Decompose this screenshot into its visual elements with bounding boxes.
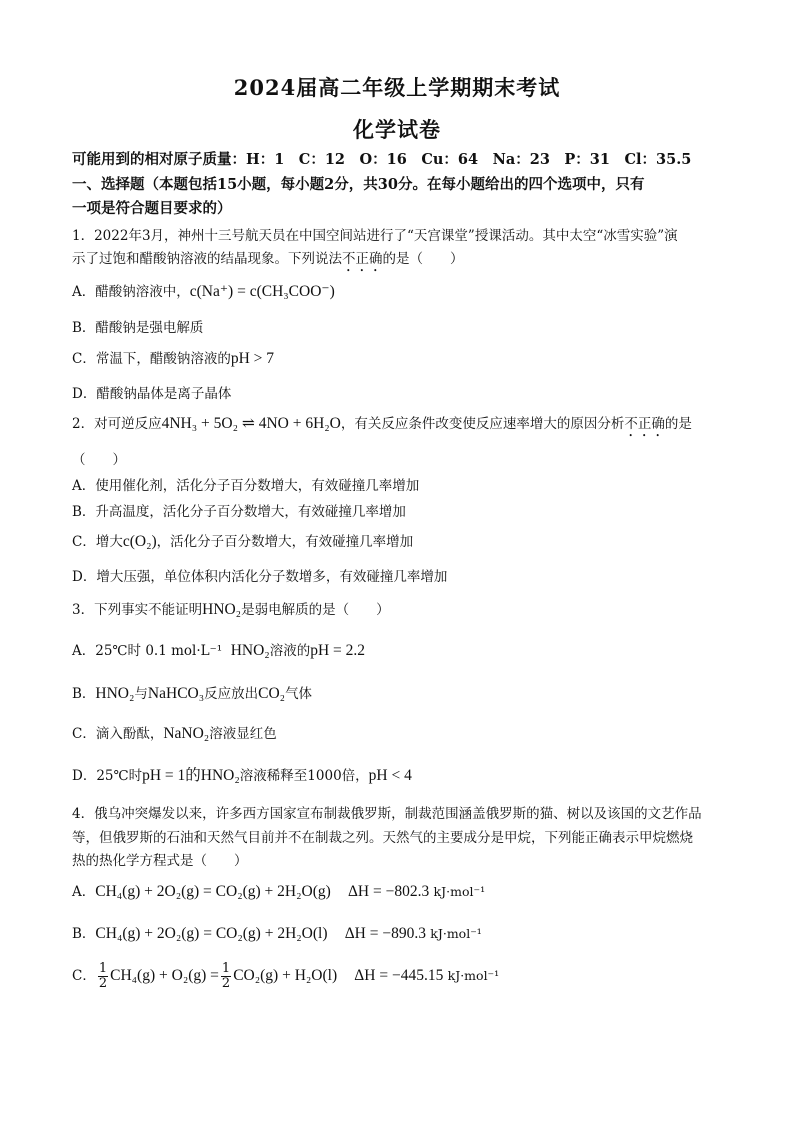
q2-emphasis: 不正确 [624,416,665,432]
q2-c-formula: c(O₂) [122,533,157,550]
q1-option-b: B．醋酸钠是强电解质 [72,320,204,336]
q4-c-den1: 2 [98,976,108,991]
q3-pre: 3．下列事实不能证明 [72,602,203,618]
q2-option-c [72,530,732,551]
q3-a-formula2: pH = 2.2 [310,642,366,659]
q3-post: 是弱电解质的是（ ） [241,602,390,618]
exam-title: 2024届高二年级上学期期末考试 [233,75,561,100]
q4-c-equation1: CH₄(g) + O₂(g) = [110,967,219,984]
q1-stem-post: 的是（ ） [382,251,464,267]
q3-b-t2: 反应放出 [204,686,259,702]
q4-stem-line3: 热的热化学方程式是（ ） [72,853,248,869]
q3-d-f2: 的HNO₂ [185,767,240,784]
q2-option-b: B．升高温度，活化分子百分数增大，有效碰撞几率增加 [72,504,406,520]
q1-a-label: A．醋酸钠溶液中， [72,284,190,300]
q2-stem-line1 [72,412,732,440]
q1-option-a [72,280,732,301]
q4-c-num2: 1 [221,961,231,976]
q2-c-text: ，活化分子百分数增大，有效碰撞几率增加 [156,534,414,550]
q3-d-f1: pH = 1 [142,767,186,784]
q4-c-fraction1 [98,962,108,991]
q3-option-a [72,639,732,660]
atomic-masses: 可能用到的相对原子质量：H：1 C：12 O：16 Cu：64 Na：23 P：31 Cl：35.5 [72,151,692,168]
q1-stem-line2 [72,247,732,275]
q3-stem [72,598,732,619]
q2-option-d: D．增大压强，单位体积内活化分子数增多，有效碰撞几率增加 [72,569,448,585]
q3-a-text: 溶液的 [269,643,311,659]
q4-c-den2: 2 [221,976,231,991]
q2-end: 的是 [664,416,692,432]
q2-pre: 2．对可逆反应 [72,416,162,432]
q2-equation: 4NH₃ + 5O₂ ⇌ 4NO + 6H₂O [161,415,341,432]
q3-b-label: B． [72,686,96,702]
q3-a-formula1: HNO₂ [230,642,270,659]
q3-c-text: 溶液显红色 [209,726,277,742]
q1-c-label: C．常温下，醋酸钠溶液的 [72,351,231,367]
q2-post: ，有关反应条件改变使反应速率增大的原因分析 [340,416,625,432]
q4-a-equation: CH₄(g) + 2O₂(g) = CO₂(g) + 2H₂O(g) [95,883,331,900]
q3-option-c [72,722,732,743]
q3-c-label: C．滴入酚酞， [72,726,164,742]
q4-a-unit: kJ·mol⁻¹ [433,884,486,899]
q3-d-f3: pH < 4 [368,767,412,784]
q4-c-num1: 1 [98,961,108,976]
q3-b-f1: HNO₂ [95,685,135,702]
q3-b-f2: NaHCO₃ [147,685,205,702]
q4-a-dh: ΔH = −802.3 [347,883,430,900]
q2-c-label: C．增大 [72,534,123,550]
q1-c-formula: pH > 7 [230,350,275,367]
q1-stem-pre: 示了过饱和醋酸钠溶液的结晶现象。下列说法 [72,251,342,267]
q1-emphasis: 不正确 [342,251,383,267]
q4-c-fraction2 [221,962,231,991]
q4-b-equation: CH₄(g) + 2O₂(g) = CO₂(g) + 2H₂O(l) [95,925,328,942]
q3-d-label: D．25℃时 [72,768,143,784]
q3-d-text: 溶液稀释至1000倍， [239,768,369,784]
q4-stem-line1: 4．俄乌冲突爆发以来，许多西方国家宣布制裁俄罗斯，制裁范围涵盖俄罗斯的猫、树以及该国的文艺作品 [72,806,702,822]
section-heading-line2: 一项是符合题目要求的） [72,200,232,217]
q3-option-b [72,682,732,703]
q1-option-d: D．醋酸钠晶体是离子晶体 [72,386,232,402]
q1-stem-line1: 1．2022年3月，神州十三号航天员在中国空间站进行了“天宫课堂”授课活动。其中太空“冰雪实验”演 [72,228,678,244]
exam-subtitle: 化学试卷 [353,117,441,142]
q3-option-d [72,763,732,785]
q2-paren: （ ） [72,452,126,468]
q4-c-equation2: CO₂(g) + H₂O(l) [233,967,338,984]
q4-b-unit: kJ·mol⁻¹ [430,926,482,941]
q4-stem-line2: 等，但俄罗斯的石油和天然气目前并不在制裁之列。天然气的主要成分是甲烷，下列能正确表示甲烷燃烧 [72,830,693,846]
section-heading-line1: 一、选择题（本题包括15小题，每小题2分，共30分。在每小题给出的四个选项中，只有 [72,176,645,193]
q4-a-label: A． [72,884,96,900]
q4-option-c [72,962,732,991]
q3-c-formula: NaNO₂ [163,725,210,742]
q1-a-formula: c(Na⁺) = c(CH₃COO⁻) [189,283,335,300]
q4-option-b [72,922,732,943]
q4-c-label: C． [72,968,96,984]
q3-a-label: A．25℃时 0.1 mol·L⁻¹ [72,643,223,659]
q4-c-unit: kJ·mol⁻¹ [447,968,500,983]
q4-c-dh: ΔH = −445.15 [354,967,444,984]
q4-option-a [72,880,732,901]
q3-b-f3: CO₂ [258,685,286,702]
q2-option-a: A．使用催化剂，活化分子百分数增大，有效碰撞几率增加 [72,478,420,494]
q1-option-c [72,347,732,368]
q3-b-t1: 与 [134,686,148,702]
q3-b-t3: 气体 [285,686,313,702]
q4-b-label: B． [72,926,96,942]
q3-formula: HNO₂ [202,601,242,618]
q4-b-dh: ΔH = −890.3 [344,925,426,942]
